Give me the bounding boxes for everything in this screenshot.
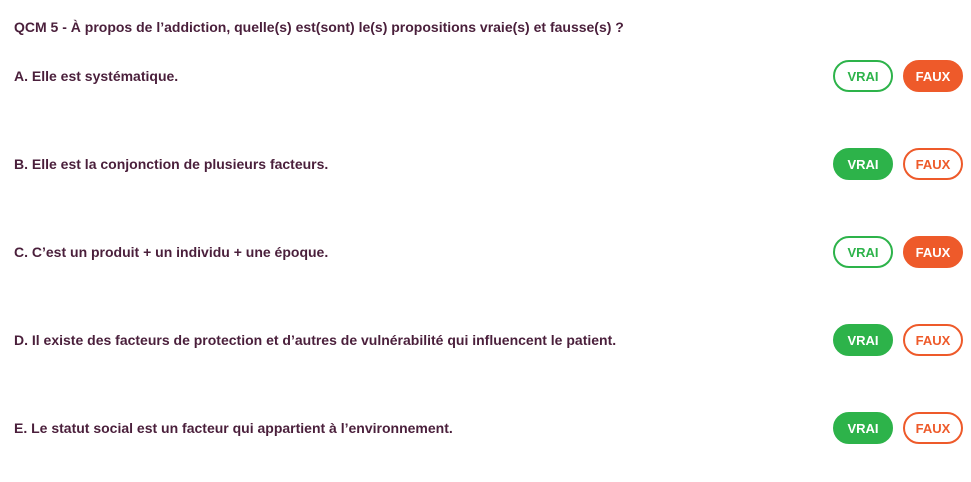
vrai-button[interactable]: VRAI xyxy=(833,412,893,444)
faux-button[interactable]: FAUX xyxy=(903,412,963,444)
proposition-label: E. Le statut social est un facteur qui appartient à l’environnement. xyxy=(14,420,453,436)
proposition-label: A. Elle est systématique. xyxy=(14,68,179,84)
question-title: QCM 5 - À propos de l’addiction, quelle(s) est(sont) le(s) propositions vraie(s) et fausse(s) ? xyxy=(14,19,624,35)
vrai-button[interactable]: VRAI xyxy=(833,236,893,268)
vrai-button[interactable]: VRAI xyxy=(833,148,893,180)
proposition-label: D. Il existe des facteurs de protection et d’autres de vulnérabilité qui influencent le patient. xyxy=(14,332,617,348)
faux-button[interactable]: FAUX xyxy=(903,324,963,356)
proposition-row-e xyxy=(14,412,964,444)
proposition-label: B. Elle est la conjonction de plusieurs facteurs. xyxy=(14,156,329,172)
faux-button[interactable]: FAUX xyxy=(903,60,963,92)
faux-button[interactable]: FAUX xyxy=(903,148,963,180)
proposition-row-c xyxy=(14,236,964,268)
faux-button[interactable]: FAUX xyxy=(903,236,963,268)
vrai-button[interactable]: VRAI xyxy=(833,60,893,92)
proposition-row-a xyxy=(14,60,964,92)
proposition-label: C. C’est un produit + un individu + une époque. xyxy=(14,244,329,260)
vrai-button[interactable]: VRAI xyxy=(833,324,893,356)
proposition-row-b xyxy=(14,148,964,180)
proposition-row-d xyxy=(14,324,964,356)
